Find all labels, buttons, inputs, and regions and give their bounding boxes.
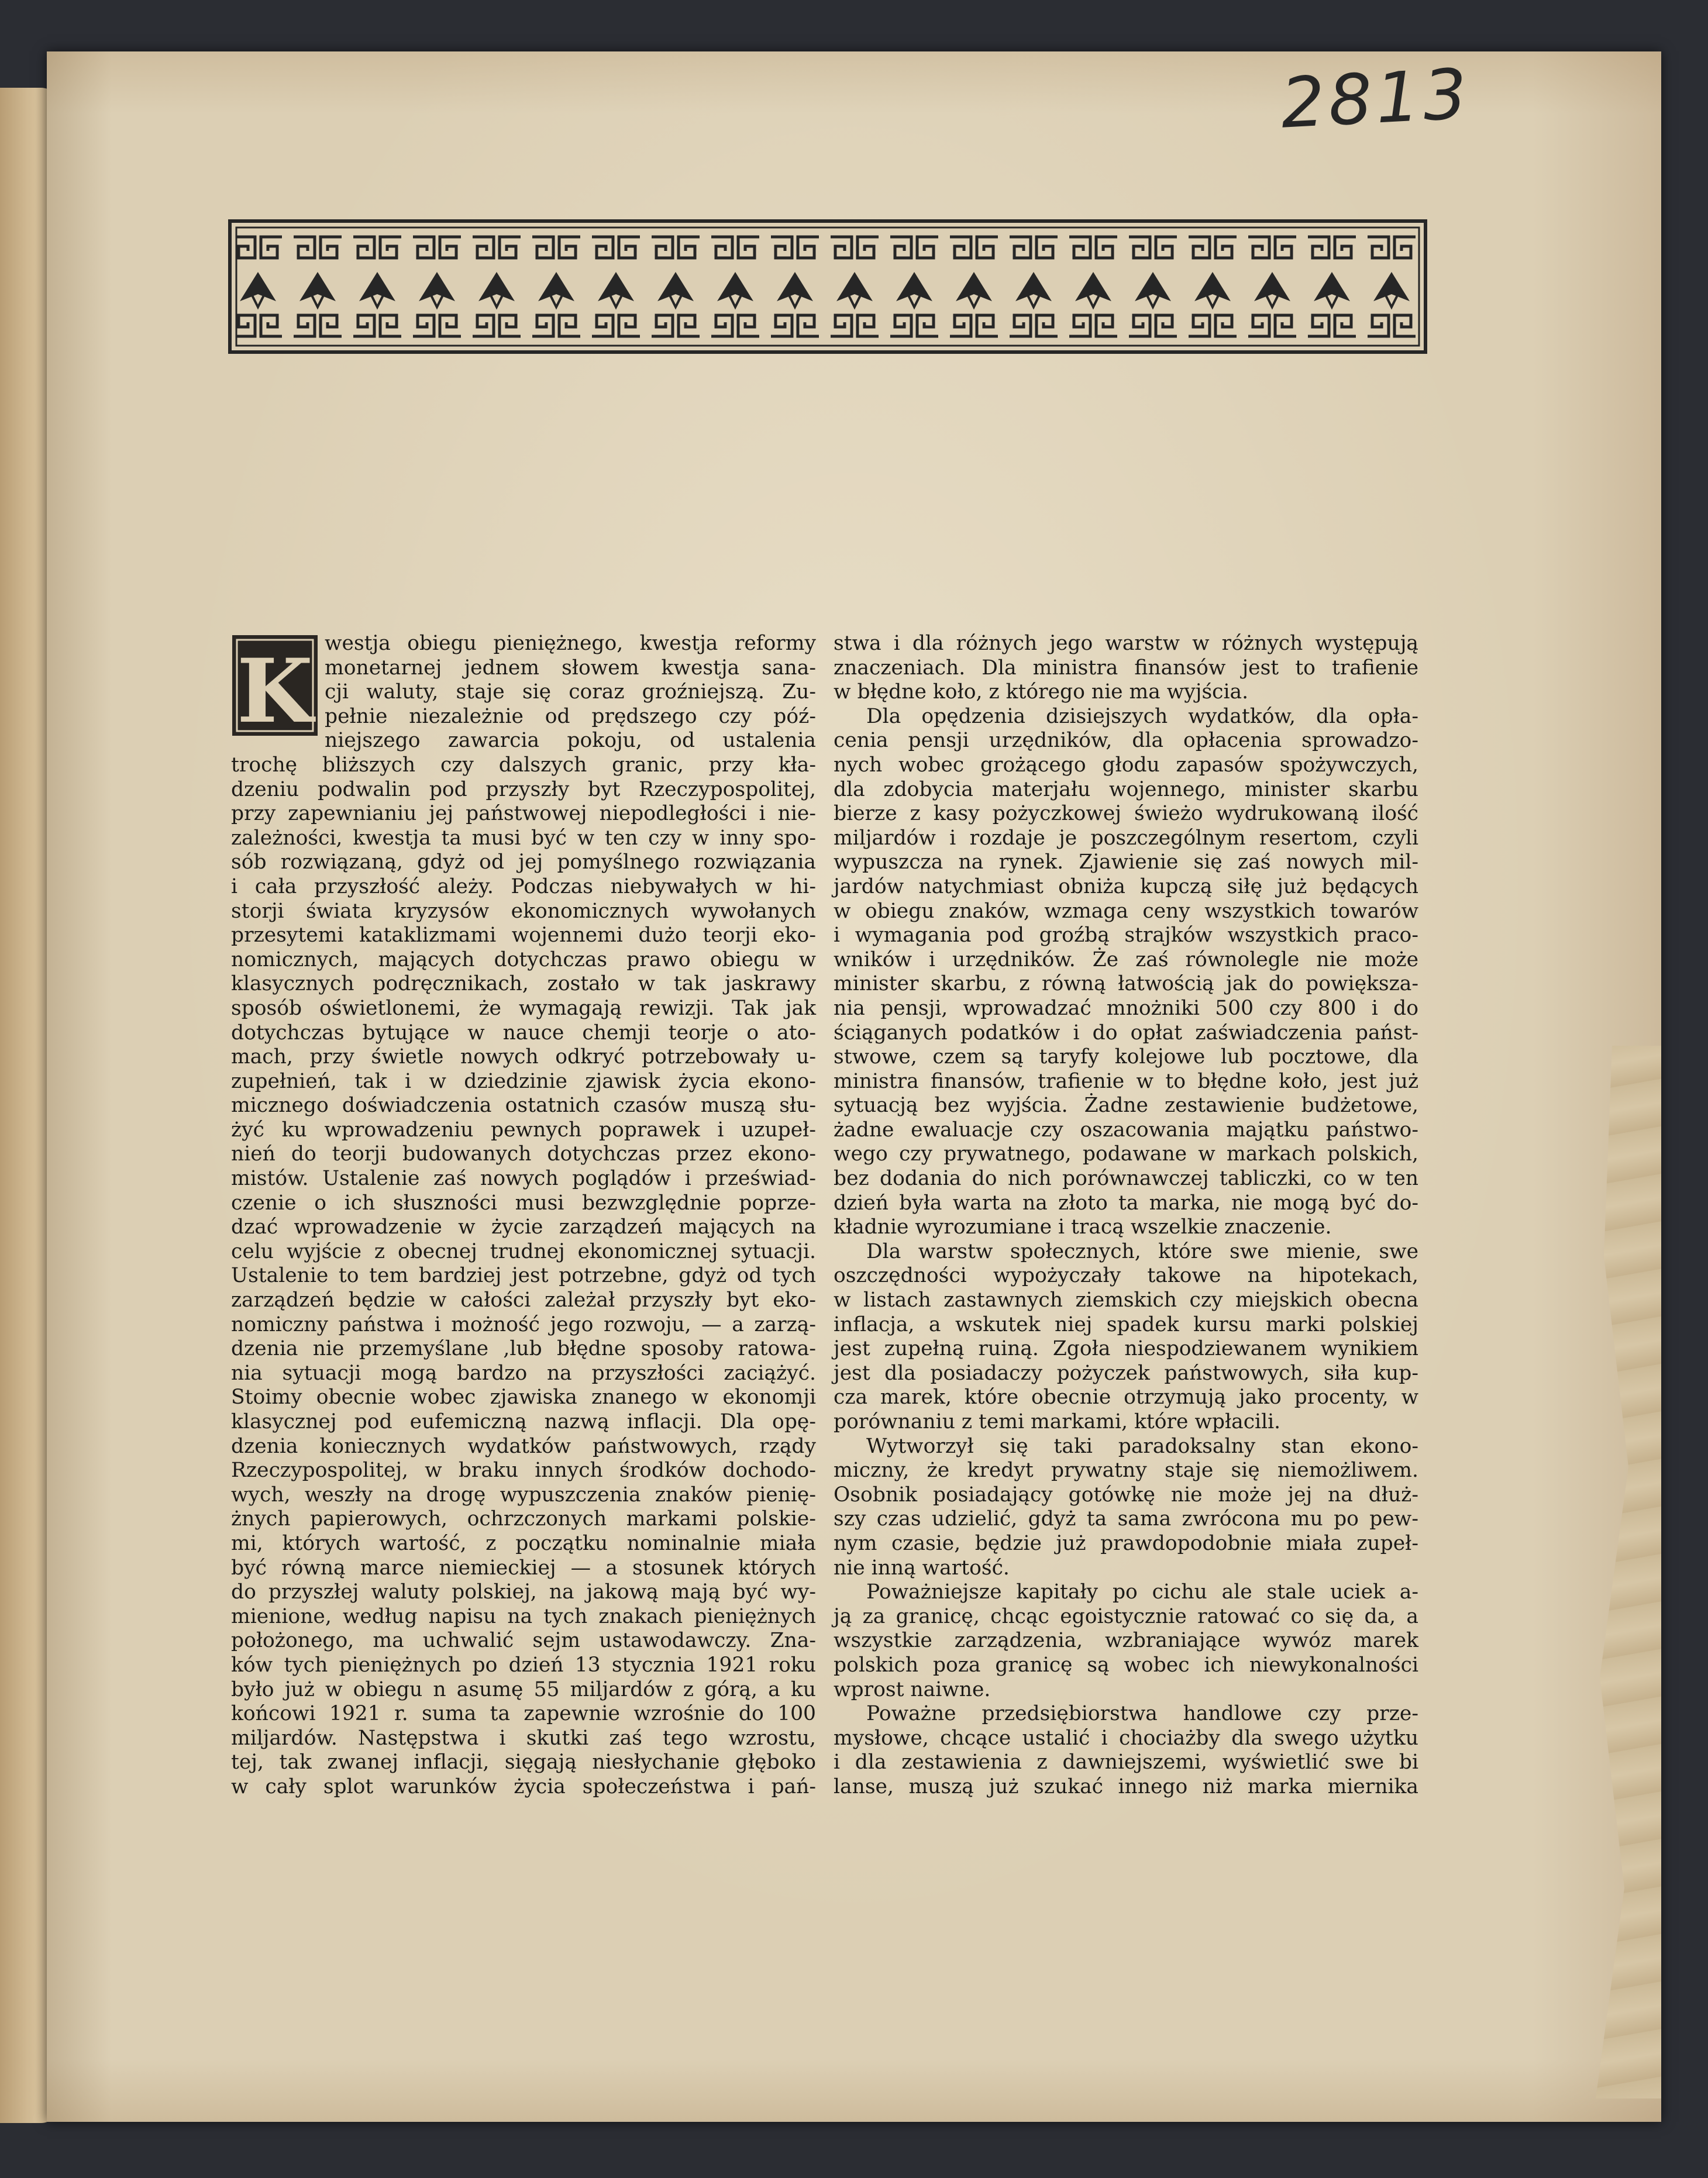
paragraph [834, 1580, 1418, 1702]
paragraph-line: w obiegu znaków, wzmaga ceny wszystkich towarów [834, 899, 1418, 923]
paragraph-line: Stoimy obecnie wobec zjawiska znanego w ekonomji [231, 1386, 816, 1410]
paragraph-line: mysłowe, chcące ustalić i chociażby dla swego użytku [834, 1726, 1418, 1750]
paragraph-line: i wymagania pod groźbą strajków wszystkich praco- [834, 923, 1418, 947]
paragraph-line: dzeniu podwalin pod przyszły byt Rzeczypospolitej, [231, 777, 816, 801]
paragraph-line: nia pensji, wprowadzać mnożniki 500 czy 800 i do [834, 996, 1418, 1020]
paragraph-line: miljardów. Następstwa i skutki zaś tego wzrostu, [231, 1726, 816, 1750]
paragraph-line: ściąganych podatków i do opłat zaświadczenia państ- [834, 1021, 1418, 1045]
paragraph-line: Poważne przedsiębiorstwa handlowe czy prze- [866, 1702, 1418, 1726]
paragraph-line: znaczeniach. Dla ministra finansów jest to trafienie [834, 656, 1418, 680]
paragraph-line: stwowe, czem są taryfy kolejowe lub pocztowe, dla [834, 1045, 1418, 1069]
paragraph-line: końcowi 1921 r. suma ta zapewnie wzrośnie do 100 [231, 1702, 816, 1726]
paragraph-line: bierze z kasy pożyczkowej świeżo wydrukowaną ilość [834, 802, 1418, 826]
paragraph-line: przesytemi kataklizmami wojennemi dużo teorji eko- [231, 923, 816, 947]
paragraph-line: mistów. Ustalenie zaś nowych poglądów i przeświad- [231, 1167, 816, 1191]
paragraph-line: dzenia nie przemyślane ,lub błędne sposoby ratowa- [231, 1337, 816, 1361]
paragraph-line: Dla opędzenia dzisiejszych wydatków, dla opła- [866, 704, 1418, 728]
paragraph-line: porównaniu z temi markami, które wpłacili. [834, 1410, 1281, 1433]
paragraph-line: dotychczas bytujące w nauce chemji teorje o ato- [231, 1021, 816, 1045]
paragraph-line: micznego doświadczenia ostatnich czasów muszą słu- [231, 1094, 816, 1118]
paragraph-line: miczny, że kredyt prywatny staje się niemożliwem. [834, 1459, 1418, 1483]
paragraph-line: ków tych pieniężnych po dzień 13 stycznia 1921 roku [231, 1653, 816, 1677]
paragraph-line: celu wyjście z obecnej trudnej ekonomicznej sytuacji. [231, 1239, 816, 1263]
paragraph-line: żnych papierowych, ochrzczonych markami polskie- [231, 1507, 816, 1531]
paragraph-line: trochę bliższych czy dalszych granic, przy kła- [231, 753, 816, 777]
paragraph-line: żadne ewaluacje czy oszacowania majątku państwo- [834, 1118, 1418, 1142]
paragraph-line: kładnie wyrozumiane i tracą wszelkie znaczenie. [834, 1215, 1332, 1239]
paragraph-line: wszystkie zarządzenia, wzbraniające wywóz marek [834, 1629, 1418, 1653]
ornamental-border-band [228, 219, 1427, 354]
paragraph [834, 1240, 1418, 1435]
paragraph-line: minister skarbu, z równą łatwością jak do powiększa- [834, 972, 1418, 996]
paragraph-line: sposób oświetlonemi, że wymagają rewizji. Tak jak [231, 996, 816, 1020]
paragraph-line: oszczędności wypożyczały takowe na hipotekach, [834, 1264, 1418, 1288]
paragraph-line: zależności, kwestja ta musi być w ten czy w inny spo- [231, 826, 816, 850]
paragraph-line: żyć ku wprowadzeniu pewnych poprawek i uzupeł- [231, 1118, 816, 1142]
paragraph-line: dzać wprowadzenie w życie zarządzeń mających na [231, 1215, 816, 1239]
paragraph-line: pełnie niezależnie od prędszego czy póź- [325, 704, 816, 728]
paragraph-line: w błędne koło, z którego nie ma wyjścia. [834, 680, 1249, 704]
paragraph-line: dzień była warta na złoto ta marka, nie mogą być do- [834, 1191, 1418, 1215]
paragraph-line: nomiczny państwa i możność jego rozwoju, — a zarzą- [231, 1312, 816, 1336]
paragraph-line: być równą marce niemieckiej — a stosunek których [231, 1556, 816, 1580]
paragraph-line: klasycznych podręcznikach, zostało w tak jaskrawy [231, 972, 816, 996]
paragraph-line: jest dla posiadaczy pożyczek państwowych, siła kup- [834, 1361, 1418, 1385]
paragraph-line: mach, przy świetle nowych odkryć potrzebowały u- [231, 1045, 816, 1069]
paragraph-line: w cały splot warunków życia społeczeństwa i pań- [231, 1774, 816, 1798]
paragraph-line: wników i urzędników. Że zaś równolegle nie może [834, 947, 1418, 971]
paragraph [834, 632, 1418, 705]
paragraph-line: wprost naiwne. [834, 1677, 991, 1701]
paragraph-line: miljardów i rozdaje je poszczególnym resertom, czyli [834, 826, 1418, 850]
paragraph-line: Rzeczypospolitej, w braku innych środków dochodo- [231, 1459, 816, 1483]
paragraph-line: cza marek, które obecnie otrzymują jako procenty, w [834, 1386, 1418, 1410]
paragraph-line: i cała przyszłość ależy. Podczas niebywałych w hi- [231, 874, 816, 898]
paragraph-line: Poważniejsze kapitały po cichu ale stale uciek a- [866, 1580, 1418, 1604]
paragraph-line: wego czy prywatnego, podawane w markach polskich, [834, 1142, 1418, 1166]
paragraph-line: klasycznej pod eufemiczną nazwą inflacji. Dla opę- [231, 1410, 816, 1433]
paragraph-line: mi, których wartość, z początku nominalnie miała [231, 1531, 816, 1555]
paragraph-line: nień do teorji budowanych dotychczas przez ekono- [231, 1142, 816, 1166]
paragraph [834, 1435, 1418, 1581]
paragraph-line: sób rozwiązaną, gdyż od jej pomyślnego rozwiązania [231, 850, 816, 874]
paragraph-line: położonego, ma uchwalić sejm ustawodawczy. Zna- [231, 1629, 816, 1653]
paragraph-line: ją za granicę, chcąc egoistycznie ratować co się da, a [834, 1604, 1418, 1628]
paragraph-line: Ustalenie to tem bardziej jest potrzebne, gdyż od tych [231, 1264, 816, 1288]
paragraph-line: Wytworzył się taki paradoksalny stan ekono- [866, 1434, 1418, 1458]
paragraph-line: polskich poza granicę są wobec ich niewykonalności [834, 1653, 1418, 1677]
paragraph-line: zarządzeń będzie w całości zależał przyszły byt eko- [231, 1288, 816, 1312]
svg-text:K: K [236, 640, 314, 737]
paragraph-line: Dla warstw społecznych, które swe mienie, swe [866, 1239, 1418, 1263]
paragraph-line: monetarnej jednem słowem kwestja sana- [325, 656, 816, 680]
paragraph [834, 1702, 1418, 1799]
paragraph [834, 705, 1418, 1240]
paragraph-line: jest zupełną ruiną. Zgoła niespodziewanem wynikiem [834, 1337, 1418, 1361]
paragraph-line: niejszego zawarcia pokoju, od ustalenia [325, 729, 816, 753]
paragraph-line: nie inną wartość. [834, 1556, 1010, 1580]
paragraph-line: cenia pensji urzędników, dla opłacenia sprowadzo- [834, 729, 1418, 753]
paragraph-line: nomicznych, mających dotychczas prawo obiegu w [231, 947, 816, 971]
paragraph-line: czenie o ich słuszności musi bezwzględnie poprze- [231, 1191, 816, 1215]
paragraph-line: szy czas udzielić, gdyż ta sama zwrócona mu po pew- [834, 1507, 1418, 1531]
paragraph-line: było już w obiegu n asumę 55 miljardów z górą, a ku [231, 1677, 816, 1701]
paragraph-line: inflacja, a wskutek niej spadek kursu marki polskiej [834, 1312, 1418, 1336]
paragraph-line: jardów natychmiast obniża kupczą siłę już będących [834, 874, 1418, 898]
paragraph-line: w listach zastawnych ziemskich czy miejskich obecna [834, 1288, 1418, 1312]
paragraph-line: mienione, według napisu na tych znakach pieniężnych [231, 1604, 816, 1628]
paragraph-line: storji świata kryzysów ekonomicznych wywołanych [231, 899, 816, 923]
handwritten-inventory-number: 2813 [1279, 53, 1473, 144]
paragraph-line: tej, tak zwanej inflacji, sięgają niesłychanie głęboko [231, 1750, 816, 1774]
paragraph-line: wych, weszły na drogę wypuszczenia znaków pienię- [231, 1483, 816, 1507]
text-column-right [834, 632, 1418, 1800]
paragraph-line: westja obiegu pieniężnego, kwestja reformy [325, 632, 816, 655]
paragraph-line: dzenia koniecznych wydatków państwowych, rządy [231, 1434, 816, 1458]
torn-right-edge [1579, 1046, 1661, 2098]
paragraph-line: nym czasie, będzie już prawdopodobnie miała zupeł- [834, 1531, 1418, 1555]
paragraph-line: bez dodania do nich porównawczej tabliczki, co w ten [834, 1167, 1418, 1191]
paragraph-line: Osobnik posiadający gotówkę nie może jej na dłuż- [834, 1483, 1418, 1507]
paragraph-line: sytuacją bez wyjścia. Żadne zestawienie budżetowe, [834, 1094, 1418, 1118]
paragraph-line: nia sytuacji mogą bardzo na przyszłości zaciążyć. [231, 1361, 816, 1385]
paragraph-line: przy zapewnianiu jej państwowej niepodległości i nie- [231, 802, 816, 826]
paragraph-line: ministra finansów, trafienie w to błędne koło, jest już [834, 1069, 1418, 1093]
paragraph-line: nych wobec grożącego głodu zapasów spożywczych, [834, 753, 1418, 777]
paragraph-line: cji waluty, staje się coraz groźniejszą. Zu- [325, 680, 816, 704]
paragraph-line: do przyszłej waluty polskiej, na jakową mają być wy- [231, 1580, 816, 1604]
paragraph-line: dla zdobycia materjału wojennego, minister skarbu [834, 777, 1418, 801]
paragraph-line: lanse, muszą już szukać innego niż marka miernika [834, 1774, 1418, 1798]
paragraph-line: i dla zestawienia z dawniejszemi, wyświetlić swe bi [834, 1750, 1418, 1774]
paragraph-line: wypuszcza na rynek. Zjawienie się zaś nowych mil- [834, 850, 1418, 874]
drop-cap-initial [231, 634, 319, 737]
paragraph-line: zupełnień, tak i w dziedzinie zjawisk życia ekono- [231, 1069, 816, 1093]
text-column-left [231, 632, 816, 1800]
paragraph-line: stwa i dla różnych jego warstw w różnych występują [834, 632, 1418, 655]
